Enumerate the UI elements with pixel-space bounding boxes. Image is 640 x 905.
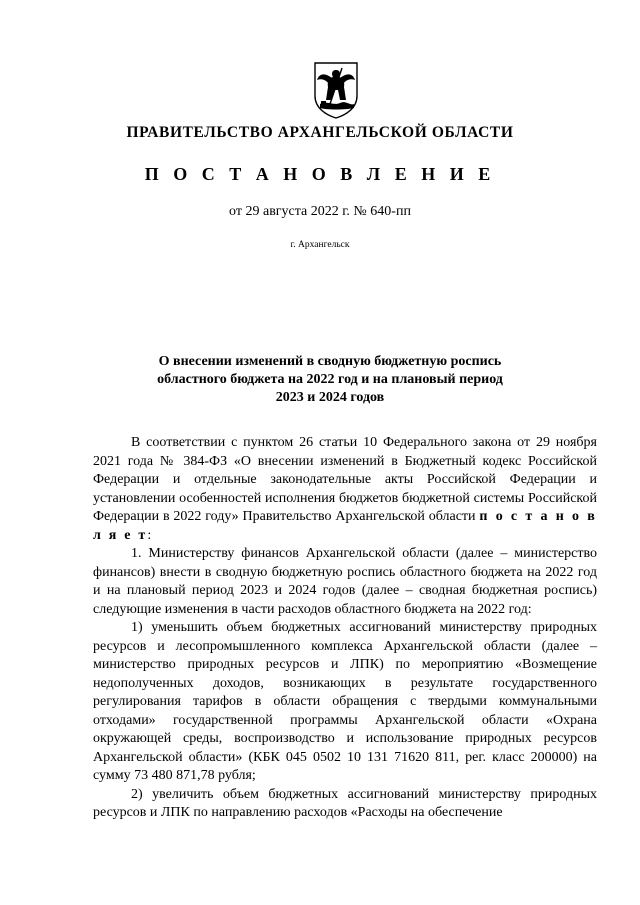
clause-paragraph: 1. Министерству финансов Архангельской области (далее – министерство финансов) внести в сводную бюджетную роспись областного бюджета на 2022 год и на плановый период 2023 и 2024 годов (далее – сводная бюджетная роспись) следующие изменения в части расходов областного бюджета на 2022 год: — [93, 546, 597, 617]
preamble-text: В соответствии с пунктом 26 статьи 10 Федерального закона от 29 ноября 2021 года № 384-ФЗ «О внесении изменений в Бюджетный кодекс Российской Федерации и отдельные законодательные акты Российской Федерации и установлении особенностей исполнения бюджетов бюджетной системы Российской Федерации в 2022 году» Правительство Архангельской области — [93, 435, 597, 524]
document-body — [93, 434, 597, 823]
government-name: ПРАВИТЕЛЬСТВО АРХАНГЕЛЬСКОЙ ОБЛАСТИ — [126, 124, 514, 141]
document-title — [120, 353, 540, 407]
title-line: областного бюджета на 2022 год и на плановый период — [157, 372, 503, 387]
document-type-heading: П О С Т А Н О В Л Е Н И Е — [144, 164, 496, 184]
decrees-word: п о с т а н о в л я е т — [93, 509, 598, 543]
decrees-colon: : — [147, 527, 152, 543]
subclause-paragraph: 1) уменьшить объем бюджетных ассигнований министерству природных ресурсов и лесопромышленного комплекса Архангельской области (далее – министерство природных ресурсов и ЛПК) по мероприятию «Возмещение недополученных доходов, возникающих в результате государственного регулирования тарифов в области обращения с твердыми коммунальными отходами» государственной программы Архангельской области «Охрана окружающей среды, воспроизводство и использование природных ресурсов Архангельской области» (КБК 045 0502 10 131 71620 811, рег. класс 200000) на сумму 73 480 871,78 рубля; — [93, 620, 597, 783]
date-and-number: от 29 августа 2022 г. № 640-пп — [229, 204, 411, 219]
subclause-paragraph: 2) увеличить объем бюджетных ассигнований министерству природных ресурсов и ЛПК по направлению расходов «Расходы на обеспечение — [93, 786, 597, 820]
archangel-coat-of-arms-icon — [312, 60, 360, 120]
title-line: 2023 и 2024 годов — [275, 390, 385, 405]
preamble-paragraph — [93, 434, 597, 545]
title-line: О внесении изменений в сводную бюджетную роспись — [158, 354, 502, 369]
city-name: г. Архангельск — [290, 240, 350, 250]
